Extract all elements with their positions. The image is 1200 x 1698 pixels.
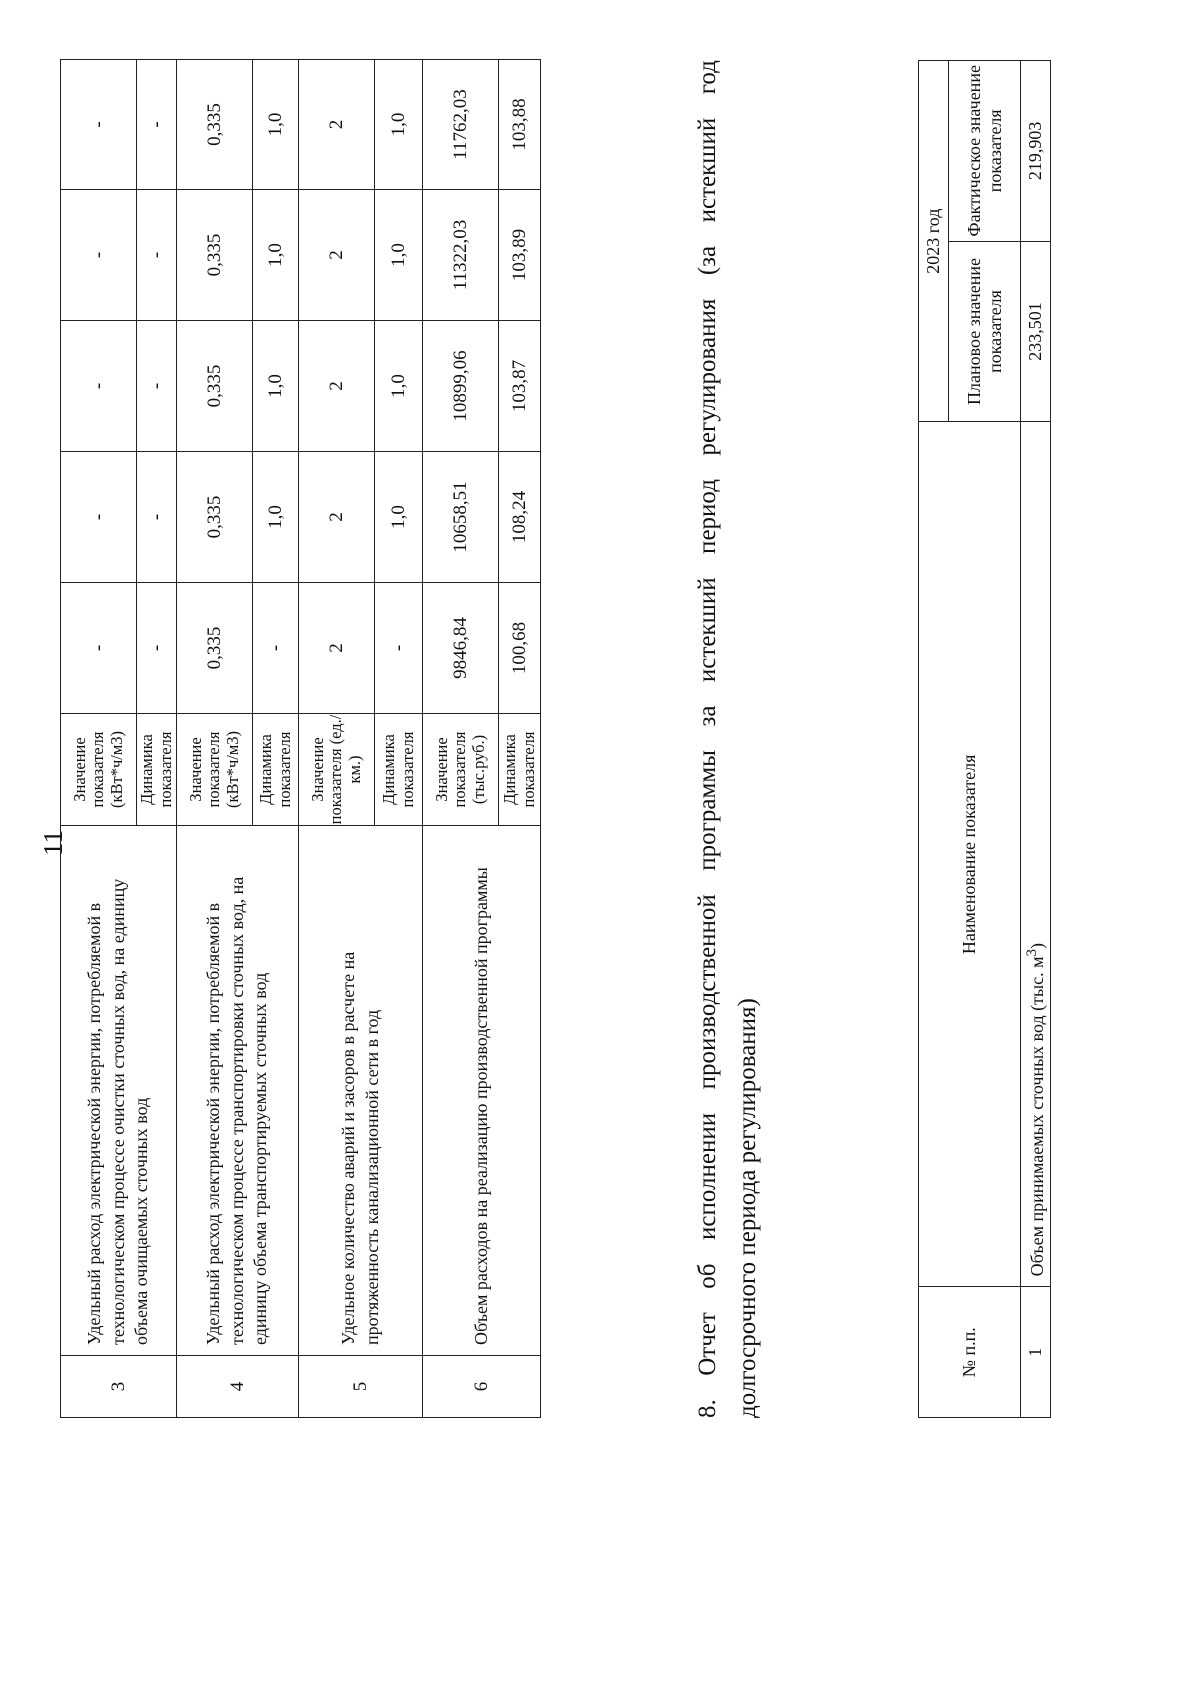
value-cell: 1,0 xyxy=(253,190,299,321)
value-cell: 0,335 xyxy=(177,452,253,583)
col-plan-header: Плановое значение показателя xyxy=(949,241,1021,422)
heading-word: истекший xyxy=(694,117,721,223)
value-cell: 0,335 xyxy=(177,190,253,321)
heading-word: 8. xyxy=(694,1399,721,1418)
value-cell: 103,88 xyxy=(499,60,541,190)
value-cell: 0,335 xyxy=(177,60,253,190)
indicator-sub-label: Динамика показателя xyxy=(375,714,423,826)
value-cell: - xyxy=(61,60,137,190)
value-cell: 2 xyxy=(299,452,375,583)
row-no: 1 xyxy=(1021,1287,1051,1418)
indicator-name: Удельный расход электрической энергии, потребляемой в технологическом процессе транспортировки сточных вод, на единицу объема транспортируемых сточных вод xyxy=(177,826,299,1356)
year-header: 2023 год xyxy=(919,61,949,422)
value-cell: - xyxy=(61,190,137,321)
heading-word: исполнении xyxy=(694,1112,721,1240)
value-cell: 1,0 xyxy=(375,60,423,190)
value-cell: 0,335 xyxy=(177,583,253,714)
value-cell: 1,0 xyxy=(375,452,423,583)
indicators-table xyxy=(60,59,541,1418)
value-cell: 103,87 xyxy=(499,321,541,452)
value-cell: 2 xyxy=(299,583,375,714)
table-row xyxy=(1021,61,1051,1418)
col-name-header: Наименование показателя xyxy=(919,422,1021,1287)
row-number: 5 xyxy=(299,1356,423,1418)
col-fact-header: Фактическое значение показателя xyxy=(949,61,1021,242)
value-cell: 1,0 xyxy=(375,321,423,452)
section-8-heading-line2: долгосрочного периода регулирования) xyxy=(734,998,761,1418)
indicator-name: Удельный расход электрической энергии, потребляемой в технологическом процессе очистки сточных вод, на единицу объема очищаемых сточных вод xyxy=(61,826,177,1356)
value-cell: 2 xyxy=(299,60,375,190)
row-number: 4 xyxy=(177,1356,299,1418)
heading-word: регулирования xyxy=(694,298,721,456)
value-cell: 1,0 xyxy=(253,452,299,583)
value-cell: - xyxy=(137,190,177,321)
heading-word: об xyxy=(694,1263,721,1289)
value-cell: 103,89 xyxy=(499,190,541,321)
value-cell: 11322,03 xyxy=(423,190,499,321)
value-cell: 0,335 xyxy=(177,321,253,452)
section-8-heading xyxy=(688,18,768,1418)
value-cell: - xyxy=(61,583,137,714)
value-cell: 1,0 xyxy=(253,60,299,190)
value-cell: - xyxy=(253,583,299,714)
row-name xyxy=(1021,422,1051,1287)
heading-word: производственной xyxy=(694,894,721,1090)
row-number: 3 xyxy=(61,1356,177,1418)
heading-word: истекший xyxy=(694,577,721,683)
indicator-sub-label: Значение показателя (тыс.руб.) xyxy=(423,714,499,826)
indicator-sub-label: Динамика показателя xyxy=(253,714,299,826)
table-row xyxy=(423,60,499,1418)
indicator-sub-label: Значение показателя (кВт*ч/м3) xyxy=(177,714,253,826)
col-no-header: № п.п. xyxy=(919,1287,1021,1418)
value-cell: - xyxy=(61,321,137,452)
heading-word: Отчет xyxy=(694,1312,721,1376)
value-cell: - xyxy=(137,321,177,452)
table-row xyxy=(177,60,253,1418)
report-table xyxy=(918,60,1051,1418)
indicator-name: Удельное количество аварий и засоров в расчете на протяженность канализационной сети в год xyxy=(299,826,423,1356)
value-cell: - xyxy=(137,60,177,190)
table-row xyxy=(299,60,375,1418)
row-name-end: ) xyxy=(1026,942,1047,949)
value-cell: 2 xyxy=(299,190,375,321)
value-cell: 11762,03 xyxy=(423,60,499,190)
row-name-sup: 3 xyxy=(1023,948,1040,957)
value-cell: - xyxy=(137,583,177,714)
indicator-sub-label: Значение показателя (ед./км.) xyxy=(299,714,375,826)
value-cell: - xyxy=(61,452,137,583)
value-cell: - xyxy=(375,583,423,714)
heading-word: (за xyxy=(694,245,721,276)
table-row xyxy=(61,60,137,1418)
row-fact: 219,903 xyxy=(1021,61,1051,242)
row-plan: 233,501 xyxy=(1021,241,1051,422)
value-cell: 9846,84 xyxy=(423,583,499,714)
value-cell: 1,0 xyxy=(375,190,423,321)
indicator-sub-label: Динамика показателя xyxy=(137,714,177,826)
value-cell: 108,24 xyxy=(499,452,541,583)
indicator-sub-label: Значение показателя (кВт*ч/м3) xyxy=(61,714,137,826)
value-cell: 10658,51 xyxy=(423,452,499,583)
value-cell: 2 xyxy=(299,321,375,452)
value-cell: - xyxy=(137,452,177,583)
section-8-heading-line1 xyxy=(688,60,728,1418)
heading-word: год xyxy=(694,60,721,95)
row-name-text: Объем принимаемых сточных вод (тыс. м xyxy=(1026,956,1047,1277)
heading-word: программы xyxy=(694,750,721,871)
indicator-sub-label: Динамика показателя xyxy=(499,714,541,826)
heading-word: период xyxy=(694,479,721,554)
value-cell: 10899,06 xyxy=(423,321,499,452)
value-cell: 1,0 xyxy=(253,321,299,452)
indicator-name: Объем расходов на реализацию производственной программы xyxy=(423,826,541,1356)
row-number: 6 xyxy=(423,1356,541,1418)
value-cell: 100,68 xyxy=(499,583,541,714)
heading-word: за xyxy=(694,705,721,727)
page-number: 11 xyxy=(38,830,68,856)
